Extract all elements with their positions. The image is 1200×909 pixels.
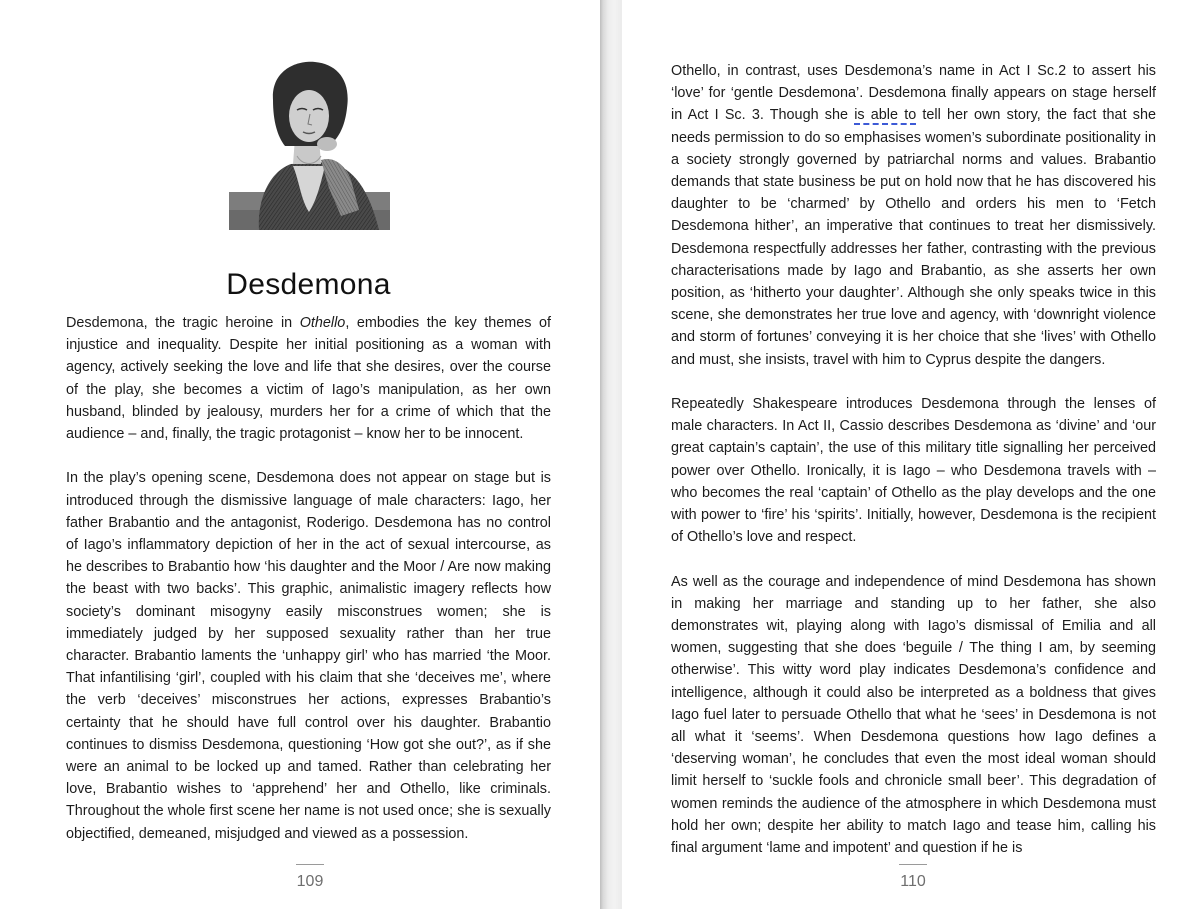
grammar-suggestion-underline[interactable]: is able to [854, 107, 917, 124]
page-right [622, 0, 1200, 909]
folio-rule [899, 864, 927, 865]
portrait-engraving-icon [229, 60, 390, 230]
text-run: , embodies the key themes of injustice and inequality. Despite her initial positioning as a woman with agency, actively seeking the love and life that she desires, over the course of the play, she becomes a victim of Iago’s manipulation, as her own husband, blinded by jealousy, murders her for a crime of which that the audience – and, finally, the tragic protagonist – know her to be innocent. [66, 315, 551, 443]
right-body-text [671, 60, 1156, 881]
paragraph [66, 312, 551, 445]
paragraph [66, 467, 551, 844]
italic-title: Othello [299, 315, 346, 331]
text-run: As well as the courage and independence of mind Desdemona has shown in making her marriage and standing up to her father, she also demonstrates wit, playing along with Iago’s dismissal of Emilia and all women, suggesting that she does ‘beguile / The thing I am, by seeming otherwise’. This witty word play indicates Desdemona’s confidence and intelligence, although it could also be interpreted as a boldness that gives Iago fuel later to persuade Othello that what he ‘sees’ in Desdemona is not all what it ‘seems’. When Desdemona questions how Iago defines a ‘deserving woman’, he concludes that even the most ideal woman should limit herself to ‘suckle fools and chronicle small beer’. This degradation of women reminds the audience of the atmosphere in which Desdemona must hold her own; despite her ability to match Iago and tease him, calling his final argument ‘lame and impotent’ and question if he is [671, 573, 1156, 857]
text-run: Othello, in contrast, uses Desdemona’s name in Act I Sc.2 to assert his ‘love’ for ‘gentle Desdemona’. Desdemona finally appears on stage herself in Act I Sc. 3. Though she [671, 63, 1156, 124]
folio-rule [296, 864, 324, 865]
left-body-text [66, 312, 551, 867]
text-run: Desdemona, the tragic heroine in [66, 315, 300, 331]
page-number: 109 [296, 873, 324, 890]
page-title: Desdemona [226, 268, 391, 302]
text-run: Repeatedly Shakespeare introduces Desdemona through the lenses of male characters. In Act II, Cassio describes Desdemona as ‘divine’ and ‘our great captain’s captain’, the use of this military title signalling her perceived power over Othello. Ironically, it is Iago – who Desdemona travels with – who becomes the real ‘captain’ of Othello as the play develops and the one with power to ‘fire’ his ‘spirits’. Initially, however, Desdemona is the recipient of Othello’s love and respect. [671, 396, 1156, 546]
page-number: 110 [900, 873, 926, 890]
text-run: tell her own story, the fact that she needs permission to do so emphasises women’s subordinate positionality in a society strongly governed by patriarchal norms and values. Brabantio demands that state business be put on hold now that he has discovered his daughter to be ‘charmed’ by Othello and orders his men to ‘Fetch Desdemona hither’, an imperative that continues to treat her dismissively. Desdemona respectfully addresses her father, contrasting with the previous characterisations made by Iago and Brabantio, as she asserts her own position, as ‘hitherto your daughter’. Although she only speaks twice in this scene, she demonstrates her true love and agency, with ‘downright violence and storm of fortunes’ conveying it is her choice that she ‘lives’ with Othello and must, she insists, travel with him to Cyprus despite the dangers. [671, 107, 1156, 368]
paragraph [671, 393, 1156, 548]
paragraph [671, 60, 1156, 371]
text-run: In the play’s opening scene, Desdemona does not appear on stage but is introduced through the dismissive language of male characters: Iago, her father Brabantio and the antagonist, Roderigo. Desdemona has no control of Iago’s inflammatory depiction of her in the act of sexual intercourse, as he describes to Brabantio how ‘his daughter and the Moor / Are now making the beast with two backs’. This graphic, animalistic imagery reflects how society’s dominant misogyny easily misconstrues women; she is immediately judged by her supposed sexuality rather than her true character. Brabantio laments the ‘unhappy girl’ who has married ‘the Moor. That infantilising ‘girl’, coupled with his claim that she ‘deceives me’, where the verb ‘deceives’ misconstrues her actions, expresses Brabantio’s certainty that he should have full control over his daughter. Brabantio continues to dismiss Desdemona, questioning ‘How got she out?’, as if she were an animal to be locked up and tamed. Rather than celebrating her love, Brabantio wishes to ‘apprehend’ her and Othello, like criminals. Throughout the whole first scene her name is not used once; she is sexually objectified, demeaned, misjudged and viewed as a possession. [66, 470, 551, 842]
book-gutter [600, 0, 622, 909]
paragraph [671, 571, 1156, 860]
